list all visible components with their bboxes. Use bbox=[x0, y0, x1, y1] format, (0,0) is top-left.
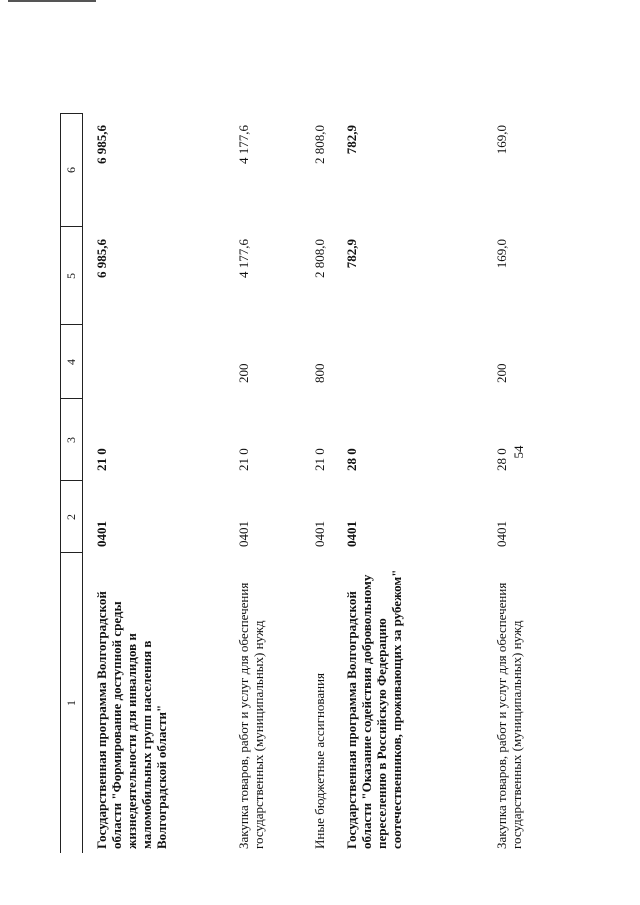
row-name: Закупка товаров, работ и услуг для обеспечения государственных (муниципальных) нужд bbox=[236, 582, 266, 849]
row-sum-6: 169,0 bbox=[494, 125, 509, 155]
row-section-code: 0401 bbox=[344, 521, 359, 547]
row-target-code: 21 0 bbox=[312, 448, 327, 471]
row-section-code: 0401 bbox=[494, 521, 509, 547]
row-sum-5: 2 808,0 bbox=[312, 239, 327, 278]
row-expense-type: 200 bbox=[236, 363, 251, 383]
row-sum-6: 2 808,0 bbox=[312, 125, 327, 164]
header-bottom-border bbox=[82, 113, 83, 853]
row-sum-6: 6 985,6 bbox=[94, 125, 109, 164]
budget-table bbox=[60, 113, 568, 853]
row-target-code: 21 0 bbox=[94, 448, 109, 471]
row-expense-type: 800 bbox=[312, 363, 327, 383]
header-right-border bbox=[60, 113, 82, 114]
header-col-6: 6 bbox=[64, 167, 78, 173]
row-section-code: 0401 bbox=[312, 521, 327, 547]
top-rule bbox=[8, 0, 96, 2]
header-col-2: 2 bbox=[64, 514, 78, 520]
row-name: Государственная программа Волгоградской области "Оказание содействия добровольному переселению в Российскую Федерацию соотечественников, проживающих за рубежом" bbox=[344, 569, 404, 849]
row-section-code: 0401 bbox=[94, 521, 109, 547]
row-sum-5: 4 177,6 bbox=[236, 239, 251, 278]
row-target-code: 21 0 bbox=[236, 448, 251, 471]
row-expense-type: 200 bbox=[494, 363, 509, 383]
row-sum-6: 782,9 bbox=[344, 125, 359, 155]
header-col-4: 4 bbox=[64, 359, 78, 365]
row-sum-5: 169,0 bbox=[494, 239, 509, 269]
row-target-code: 28 0 bbox=[494, 448, 509, 471]
row-sum-5: 782,9 bbox=[344, 239, 359, 269]
row-sum-5: 6 985,6 bbox=[94, 239, 109, 278]
header-col-5: 5 bbox=[64, 273, 78, 279]
row-name: Иные бюджетные ассигнования bbox=[312, 672, 327, 849]
page-number: 54 bbox=[511, 445, 526, 459]
row-sum-6: 4 177,6 bbox=[236, 125, 251, 164]
row-name: Закупка товаров, работ и услуг для обеспечения государственных (муниципальных) нужд bbox=[494, 582, 524, 849]
header-col-1: 1 bbox=[64, 700, 78, 706]
row-target-code: 28 0 bbox=[344, 448, 359, 471]
header-col-3: 3 bbox=[64, 437, 78, 443]
row-name: Государственная программа Волгоградской области "Формирование доступной среды жизнедеятельности для инвалидов и маломобильных групп населения в Волгоградской области" bbox=[94, 591, 169, 849]
row-section-code: 0401 bbox=[236, 521, 251, 547]
